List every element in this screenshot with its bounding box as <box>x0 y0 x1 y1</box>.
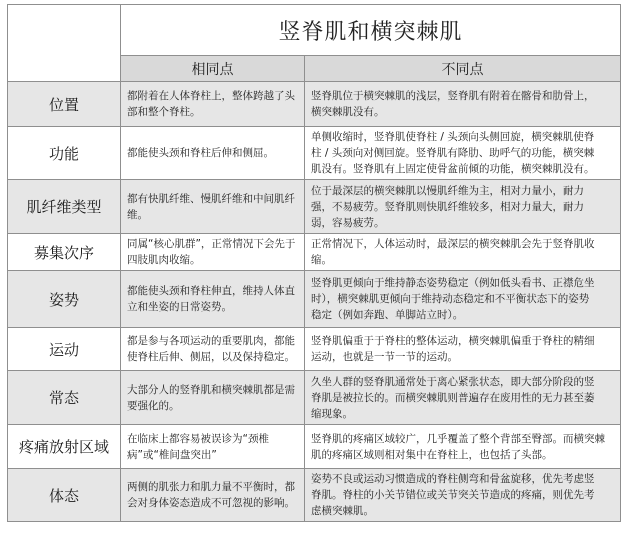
row-label: 体态 <box>8 469 121 522</box>
header-same: 相同点 <box>121 56 305 82</box>
diff-line: 肌没有。竖脊肌有上固定使骨盆前倾的功能，横突棘肌没有。 <box>311 163 595 175</box>
diff-line: 脊肌是被拉长的。而横突棘肌则普遍存在废用性的无力甚至萎 <box>311 391 595 404</box>
same-cell <box>121 234 305 271</box>
diff-line: 时），横突棘肌更倾向于维持动态稳定和不平衡状态下的姿势 <box>311 293 590 305</box>
diff-cell <box>305 371 621 425</box>
diff-line: 正常情况下，人体运动时，最深层的横突棘肌会先于竖脊肌收 <box>311 238 595 250</box>
row-label: 募集次序 <box>8 234 121 271</box>
table-row <box>8 371 621 425</box>
diff-cell <box>305 127 621 180</box>
table-row <box>8 328 621 371</box>
same-line: 四肢肌肉收缩。 <box>127 254 201 266</box>
comparison-table <box>7 4 621 522</box>
row-label: 运动 <box>8 328 121 371</box>
same-cell <box>121 469 305 522</box>
row-label: 常态 <box>8 371 121 425</box>
diff-line: 竖脊肌更倾向于维持静态姿势稳定（例如低头看书、正襟危坐 <box>311 277 595 289</box>
diff-line: 姿势不良或运动习惯造成的脊柱侧弯和骨盆旋移，优先考虑竖 <box>311 473 595 485</box>
diff-cell <box>305 425 621 469</box>
row-label: 肌纤维类型 <box>8 180 121 234</box>
diff-cell <box>305 271 621 328</box>
same-line: 大部分人的竖脊肌和横突棘肌都是需 <box>127 383 295 396</box>
table-row <box>8 271 621 328</box>
diff-line: 缩。 <box>311 254 332 266</box>
table-row <box>8 425 621 469</box>
diff-cell <box>305 328 621 371</box>
same-line: 部和整个脊柱。 <box>127 106 201 118</box>
same-line: 都能使头颈和脊柱伸直，维持人体直 <box>127 285 295 297</box>
table-row <box>8 82 621 127</box>
same-line: 会对身体姿态造成不可忽视的影响。 <box>127 497 295 509</box>
row-label: 功能 <box>8 127 121 180</box>
header-diff: 不同点 <box>305 56 621 82</box>
same-line: 都有快肌纤维、慢肌纤维和中间肌纤 <box>127 192 295 205</box>
diff-line: 肌的疼痛区域则相对集中在脊柱上，也包括了头部。 <box>311 448 553 461</box>
same-cell <box>121 271 305 328</box>
row-label: 位置 <box>8 82 121 127</box>
diff-line: 位于最深层的横突棘肌以慢肌纤维为主，相对力量小，耐力 <box>311 184 584 197</box>
row-label: 姿势 <box>8 271 121 328</box>
diff-line: 竖脊肌偏重于于脊柱的整体运动，横突棘肌偏重于脊柱的精细 <box>311 335 595 347</box>
diff-line: 单侧收缩时，竖脊肌使脊柱 / 头颈向头侧回旋，横突棘肌使脊 <box>311 131 595 143</box>
diff-cell <box>305 469 621 522</box>
same-line: 要强化的。 <box>127 399 180 412</box>
same-cell <box>121 371 305 425</box>
same-cell <box>121 425 305 469</box>
diff-line: 运动，也就是一节一节的运动。 <box>311 351 458 363</box>
same-line: 使脊柱后伸、侧屈，以及保持稳定。 <box>127 351 295 363</box>
same-line: 都是参与各项运动的重要肌肉，都能 <box>127 335 295 347</box>
row-label: 疼痛放射区域 <box>8 425 121 469</box>
diff-line: 竖脊肌的疼痛区域较广，几乎覆盖了整个背部至臀部。而横突棘 <box>311 432 605 445</box>
comparison-figure <box>7 4 620 532</box>
diff-line: 久坐人群的竖脊肌通常处于离心紧张状态，即大部分阶段的竖 <box>311 375 595 388</box>
same-line: 立和坐姿的日常姿势。 <box>127 301 232 313</box>
same-line: 维。 <box>127 208 148 221</box>
diff-line: 强，不易疲劳。竖脊肌则快肌纤维较多，相对力量大，耐力 <box>311 200 584 213</box>
table-row <box>8 127 621 180</box>
same-line: 病”或“椎间盘突出” <box>127 448 217 461</box>
same-line: 在临床上都容易被误诊为“颈椎 <box>127 432 269 445</box>
diff-line: 缩现象。 <box>311 407 353 420</box>
diff-line: 脊肌。脊柱的小关节错位或关节突关节造成的疼痛，则优先考 <box>311 489 595 501</box>
diff-cell <box>305 180 621 234</box>
diff-line: 柱 / 头颈向对侧回旋。竖脊肌有降肋、助呼气的功能，横突棘 <box>311 147 595 159</box>
title-row <box>8 5 621 56</box>
diff-line: 横突棘肌没有。 <box>311 106 385 118</box>
same-line: 两侧的肌张力和肌力量不平衡时，都 <box>127 481 295 493</box>
diff-line: 竖脊肌位于横突棘肌的浅层，竖脊肌有附着在髂骨和肋骨上， <box>311 90 595 102</box>
table-row <box>8 469 621 522</box>
diff-line: 稳定（例如奔跑、单脚站立时）。 <box>311 309 464 321</box>
diff-cell <box>305 82 621 127</box>
same-line: 都附着在人体脊柱上，整体跨越了头 <box>127 90 295 102</box>
same-line: 同属“核心肌群”，正常情况下会先于 <box>127 238 296 250</box>
table-row <box>8 234 621 271</box>
same-line: 都能使头颈和脊柱后伸和侧屈。 <box>127 147 274 159</box>
corner-cell <box>8 5 121 82</box>
diff-line: 虑横突棘肌。 <box>311 505 374 517</box>
same-cell <box>121 328 305 371</box>
table-title: 竖脊肌和横突棘肌 <box>121 5 621 56</box>
same-cell <box>121 82 305 127</box>
diff-cell <box>305 234 621 271</box>
table-row <box>8 180 621 234</box>
same-cell <box>121 127 305 180</box>
same-cell <box>121 180 305 234</box>
diff-line: 弱，容易疲劳。 <box>311 216 385 229</box>
